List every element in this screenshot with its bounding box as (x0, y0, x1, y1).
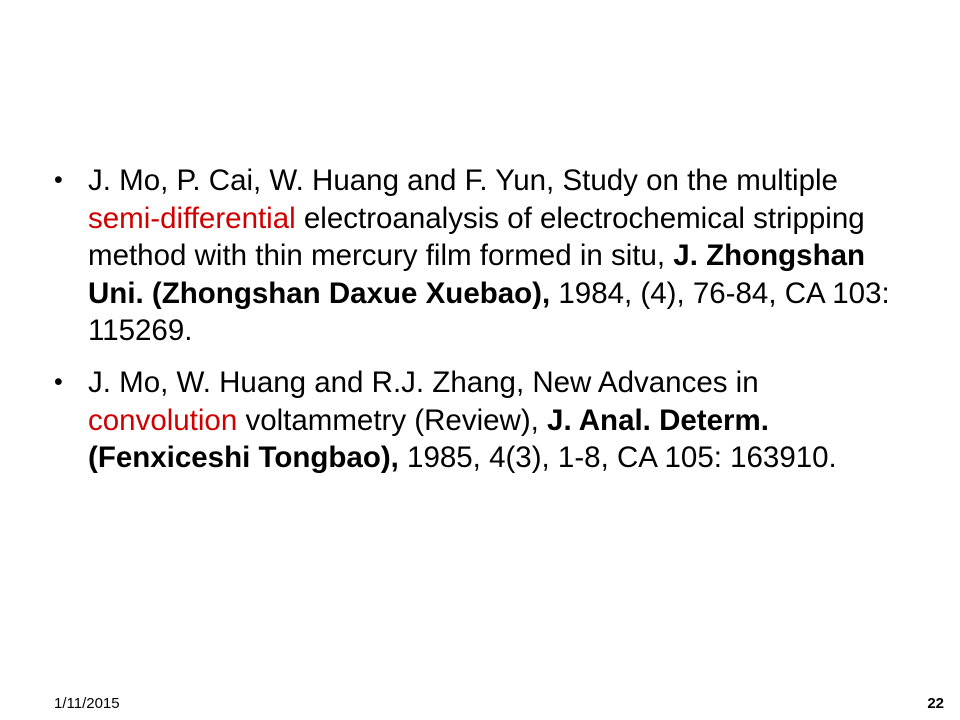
list-item (54, 364, 914, 477)
bullet-marker-icon: • (54, 166, 63, 194)
reference-1-text (88, 162, 914, 350)
list-item (54, 162, 914, 350)
text-segment-highlight: semi-differential (88, 201, 296, 235)
footer-date: 1/11/2015 (54, 695, 120, 712)
text-segment: voltammetry (Review), (237, 403, 548, 437)
reference-2-text (88, 364, 914, 477)
text-segment: J. Mo, W. Huang and R.J. Zhang, New Advances in (88, 366, 759, 400)
slide-content (54, 162, 914, 491)
bullet-marker-icon: • (54, 368, 63, 397)
text-segment: 1984, (4), 76-84, CA 103: 115269. (88, 276, 890, 348)
footer-page-number: 22 (927, 695, 944, 712)
text-segment-highlight: convolution (88, 403, 238, 437)
slide-footer (0, 680, 960, 720)
text-segment-bold: J. Anal. Determ. (Fenxiceshi Tongbao), (88, 403, 769, 475)
text-segment-bold: J. Zhongshan Uni. (Zhongshan Daxue Xuebao), (88, 239, 866, 310)
text-segment: J. Mo, P. Cai, W. Huang and F. Yun, Study on the multiple (88, 164, 838, 197)
text-segment: 1985, 4(3), 1-8, CA 105: 163910. (398, 441, 837, 475)
text-segment: electroanalysis of electrochemical stripping method with thin mercury film formed in situ, (88, 201, 865, 273)
